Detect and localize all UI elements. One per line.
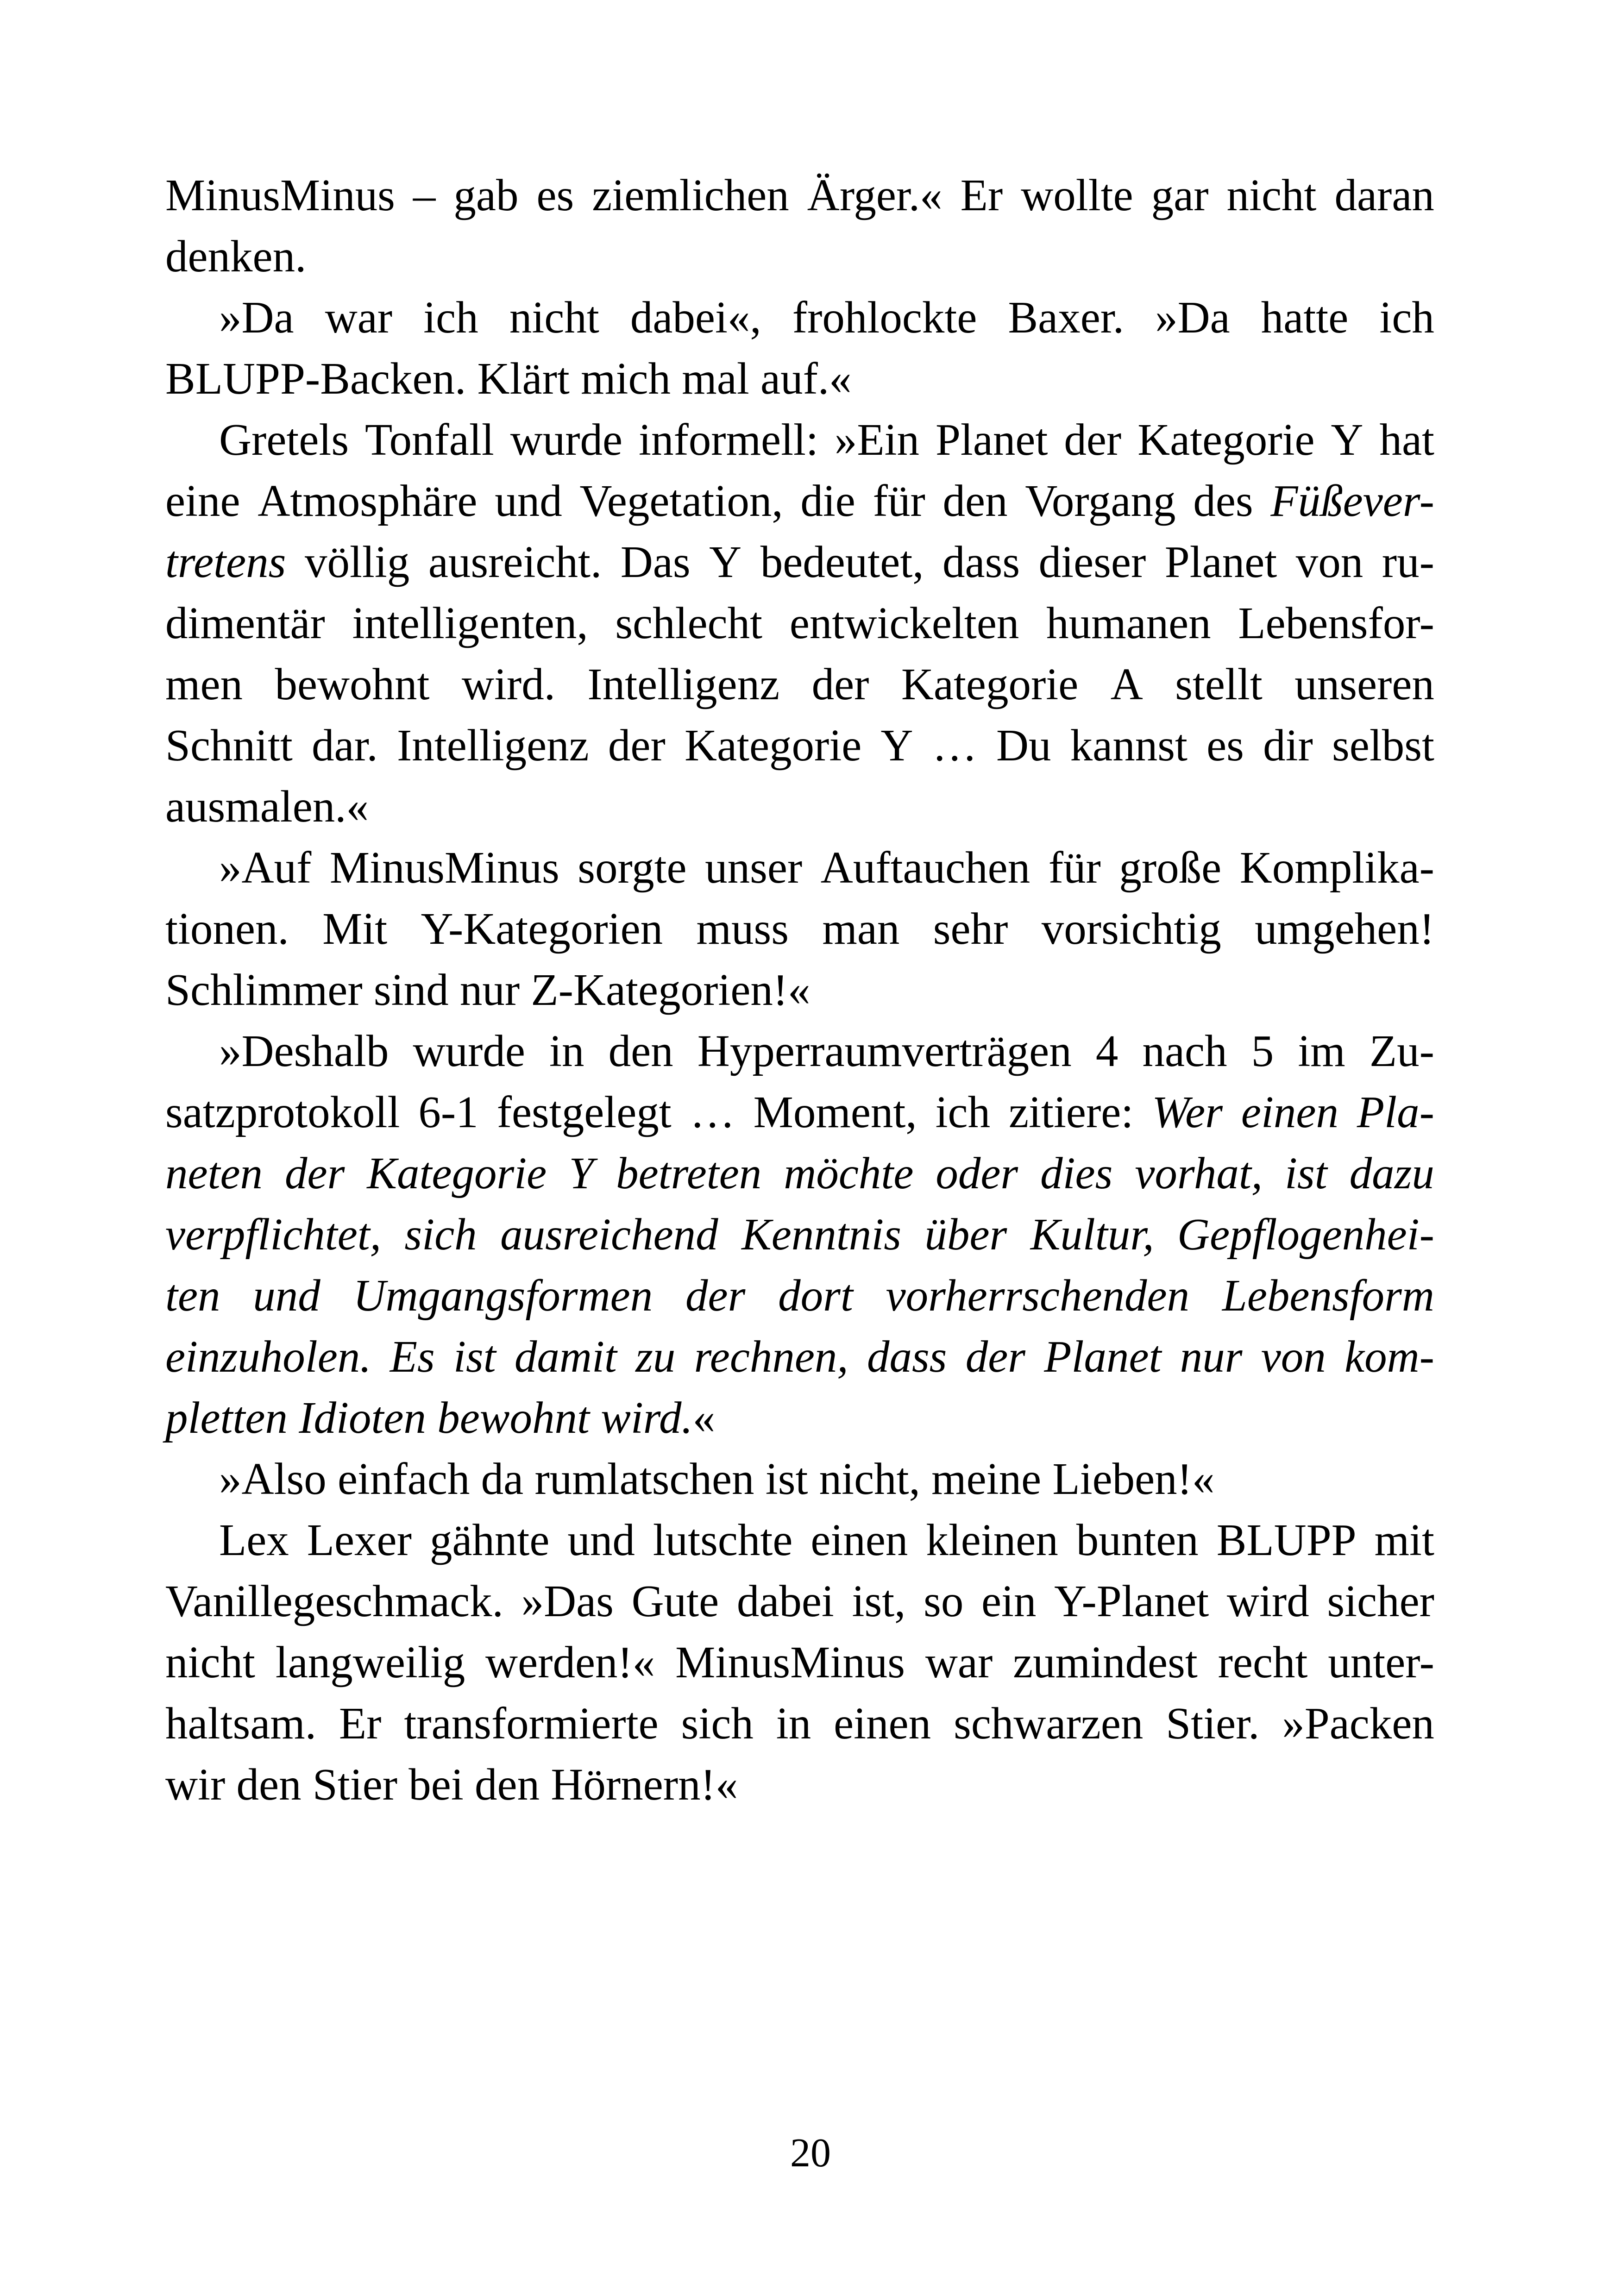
word: einen <box>1241 1087 1338 1137</box>
text-line <box>165 1754 1434 1815</box>
text-line <box>165 287 1434 348</box>
word: intelligenten, <box>352 598 588 648</box>
word: man <box>822 904 900 954</box>
text-line <box>165 1632 1434 1693</box>
word: bewohnt <box>275 659 430 709</box>
text-segment: BLUPP-Backen. Klärt mich mal auf.« <box>165 354 852 403</box>
word: vorhat, <box>1135 1148 1263 1198</box>
word: ich <box>1379 293 1434 342</box>
word: »Packen <box>1282 1699 1434 1748</box>
text-line <box>165 898 1434 960</box>
word: dimentär <box>165 598 325 648</box>
word: betreten <box>616 1148 762 1198</box>
word: den <box>942 476 1008 526</box>
word: einen <box>834 1699 931 1748</box>
word: zumindest <box>1013 1637 1198 1687</box>
word: kannst <box>1070 721 1187 770</box>
word: oder <box>936 1148 1018 1198</box>
word: tionen. <box>165 904 289 954</box>
word: sehr <box>933 904 1008 954</box>
word: und <box>567 1515 635 1565</box>
word: »Auf <box>219 843 312 892</box>
word: ausreicht. <box>428 537 602 587</box>
word: satzprotokoll <box>165 1087 400 1137</box>
word: bunten <box>1076 1515 1199 1565</box>
word: Y <box>709 537 742 587</box>
text-line <box>165 532 1434 593</box>
word: einen <box>810 1515 908 1565</box>
word: wird. <box>461 659 555 709</box>
text-line <box>165 654 1434 715</box>
word: »Das <box>521 1576 614 1626</box>
text-line <box>165 1082 1434 1143</box>
word: Y-Planet <box>1054 1576 1209 1626</box>
word: wird <box>1226 1576 1309 1626</box>
word: recht <box>1218 1637 1308 1687</box>
word: nicht <box>1226 170 1317 220</box>
word: ein <box>981 1576 1037 1626</box>
word: wurde <box>413 1026 525 1076</box>
word: Tonfall <box>365 415 494 464</box>
word: gähnte <box>429 1515 550 1565</box>
word: sich <box>404 1210 477 1259</box>
word: in <box>776 1699 811 1748</box>
word: der <box>965 1332 1025 1381</box>
word: Y <box>569 1148 594 1198</box>
word: im <box>1298 1026 1345 1076</box>
word: völlig <box>304 537 410 587</box>
word: … <box>932 721 977 770</box>
word: gar <box>1151 170 1209 220</box>
word: Füßever- <box>1270 476 1434 526</box>
word: Auftauchen <box>820 843 1030 892</box>
text-line <box>165 226 1434 287</box>
word: ausreichend <box>500 1210 718 1259</box>
text-segment: denken. <box>165 232 307 281</box>
word: Y <box>880 721 913 770</box>
word: »Da <box>219 293 294 342</box>
text-line <box>165 715 1434 776</box>
text-line <box>165 1265 1434 1326</box>
word: ich <box>423 293 478 342</box>
word: nicht <box>509 293 599 342</box>
word: von <box>1261 1332 1326 1381</box>
word: war <box>925 1637 993 1687</box>
word: nicht <box>165 1637 255 1687</box>
word: ru- <box>1382 537 1434 587</box>
word: in <box>549 1026 584 1076</box>
word: gab <box>453 170 519 220</box>
word: unser <box>705 843 803 892</box>
word: die <box>800 476 855 526</box>
word: haltsam. <box>165 1699 316 1748</box>
word: eine <box>165 476 240 526</box>
word: dort <box>778 1271 853 1320</box>
word: »Da <box>1155 293 1230 342</box>
word: werden!« <box>485 1637 655 1687</box>
word: Umgangsformen <box>353 1271 653 1320</box>
word: Kenntnis <box>741 1210 902 1259</box>
word: MinusMinus <box>675 1637 905 1687</box>
text-line <box>165 1021 1434 1082</box>
word: vorherrschenden <box>886 1271 1190 1320</box>
word: selbst <box>1332 721 1434 770</box>
text-line <box>165 1204 1434 1265</box>
word: Gute <box>631 1576 719 1626</box>
word: sorgte <box>578 843 687 892</box>
word: Stier. <box>1166 1699 1260 1748</box>
word: hat <box>1379 415 1434 464</box>
word: damit <box>514 1332 617 1381</box>
word: nur <box>1180 1332 1243 1381</box>
word: schlecht <box>615 598 763 648</box>
word: festgelegt <box>496 1087 672 1137</box>
word: Kategorie <box>901 659 1079 709</box>
word: muss <box>696 904 789 954</box>
text-line <box>165 1693 1434 1754</box>
word: sich <box>681 1699 754 1748</box>
word: Kultur, <box>1030 1210 1154 1259</box>
word: es <box>536 170 574 220</box>
word: Komplika- <box>1239 843 1434 892</box>
text-segment: « <box>692 1393 716 1443</box>
word: der <box>608 721 666 770</box>
word: Er <box>960 170 1003 220</box>
word: Moment, <box>753 1087 917 1137</box>
word: »Deshalb <box>219 1026 389 1076</box>
word: Vorgang <box>1025 476 1176 526</box>
word: der <box>1064 415 1122 464</box>
word: dies <box>1040 1148 1113 1198</box>
word: hatte <box>1261 293 1349 342</box>
word: langweilig <box>275 1637 465 1687</box>
word: dass <box>867 1332 947 1381</box>
word: Atmosphäre <box>258 476 478 526</box>
word: men <box>165 659 243 709</box>
text-segment: wir den Stier bei den Hörnern!« <box>165 1760 738 1809</box>
word: bedeutet, <box>760 537 924 587</box>
text-line <box>165 165 1434 226</box>
word: Wer <box>1152 1087 1223 1137</box>
word: Gepflogenhei- <box>1177 1210 1434 1259</box>
word: der <box>811 659 869 709</box>
text-segment: Schlimmer sind nur Z-Kategorien!« <box>165 965 810 1015</box>
word: Es <box>390 1332 435 1381</box>
word: Kategorie <box>1137 415 1315 464</box>
body-text <box>165 165 1434 1815</box>
word: Lex <box>219 1515 289 1565</box>
word: sicher <box>1327 1576 1434 1626</box>
word: Vanillegeschmack. <box>165 1576 503 1626</box>
word: 5 <box>1251 1026 1274 1076</box>
word: Pla- <box>1357 1087 1434 1137</box>
text-line <box>165 470 1434 532</box>
word: zu <box>635 1332 676 1381</box>
word: ziemlichen <box>592 170 789 220</box>
word: Ärger.« <box>807 170 942 220</box>
word: stellt <box>1175 659 1263 709</box>
text-line <box>165 1571 1434 1632</box>
word: Planet <box>1044 1332 1162 1381</box>
word: wurde <box>510 415 623 464</box>
word: für <box>1048 843 1101 892</box>
word: 6-1 <box>418 1087 478 1137</box>
text-line <box>165 409 1434 470</box>
word: Baxer. <box>1008 293 1124 342</box>
word: kleinen <box>926 1515 1058 1565</box>
word: den <box>608 1026 673 1076</box>
word: Mit <box>322 904 388 954</box>
word: lutschte <box>653 1515 793 1565</box>
word: zitiere: <box>1009 1087 1134 1137</box>
text-line <box>165 348 1434 409</box>
word: verpflichtet, <box>165 1210 381 1259</box>
word: MinusMinus <box>329 843 559 892</box>
text-line <box>165 960 1434 1021</box>
word: ist <box>1285 1148 1327 1198</box>
text-line <box>165 1143 1434 1204</box>
word: dazu <box>1349 1148 1434 1198</box>
word: Planet <box>935 415 1048 464</box>
word: es <box>1206 721 1244 770</box>
word: einzuholen. <box>165 1332 371 1381</box>
word: und <box>253 1271 320 1320</box>
word: über <box>924 1210 1007 1259</box>
word: Intelligenz <box>587 659 780 709</box>
text-line <box>165 593 1434 654</box>
word: Zu- <box>1369 1026 1434 1076</box>
word: 4 <box>1095 1026 1118 1076</box>
word: dieser <box>1038 537 1146 587</box>
word: humanen <box>1046 598 1211 648</box>
word: MinusMinus <box>165 170 395 220</box>
word: Y-Kategorien <box>421 904 663 954</box>
word: Kategorie <box>367 1148 547 1198</box>
word: Lebensfor- <box>1238 598 1434 648</box>
word: war <box>325 293 393 342</box>
word: Intelligenz <box>396 721 589 770</box>
word: umgehen! <box>1255 904 1434 954</box>
text-line <box>165 776 1434 837</box>
word: dir <box>1263 721 1313 770</box>
page-number: 20 <box>790 2131 831 2176</box>
italic-text: pletten Idioten bewohnt wird. <box>165 1393 693 1443</box>
word: Y <box>1331 415 1363 464</box>
word: frohlockte <box>792 293 977 342</box>
word: dabei <box>736 1576 834 1626</box>
text-segment: ausmalen.« <box>165 782 369 831</box>
word: Vegetation, <box>579 476 783 526</box>
word: Kategorie <box>684 721 862 770</box>
word: nach <box>1142 1026 1227 1076</box>
text-segment: »Also einfach da rumlatschen ist nicht, meine Lieben!« <box>219 1454 1215 1504</box>
text-line <box>165 1449 1434 1510</box>
word: Lebensform <box>1222 1271 1434 1320</box>
word: ist, <box>852 1576 906 1626</box>
word: daran <box>1334 170 1434 220</box>
word: neten <box>165 1148 263 1198</box>
word: … <box>690 1087 735 1137</box>
word: rechnen, <box>694 1332 848 1381</box>
word: dass <box>942 537 1020 587</box>
word: große <box>1119 843 1222 892</box>
word: ten <box>165 1271 220 1320</box>
word: möchte <box>784 1148 914 1198</box>
word: wollte <box>1021 170 1133 220</box>
word: von <box>1295 537 1363 587</box>
word: unseren <box>1294 659 1434 709</box>
word: dabei«, <box>630 293 761 342</box>
word: »Ein <box>834 415 920 464</box>
word: A <box>1110 659 1143 709</box>
word: Lexer <box>307 1515 412 1565</box>
word: Planet <box>1164 537 1277 587</box>
word: mit <box>1374 1515 1434 1565</box>
word: unter- <box>1328 1637 1434 1687</box>
word: der <box>685 1271 746 1320</box>
word: Gretels <box>219 415 349 464</box>
word: und <box>495 476 562 526</box>
text-line <box>165 1326 1434 1387</box>
text-line <box>165 1510 1434 1571</box>
word: so <box>924 1576 964 1626</box>
text-line <box>165 1387 1434 1449</box>
word: Schnitt <box>165 721 293 770</box>
word: tretens <box>165 537 286 587</box>
word: entwickelten <box>789 598 1019 648</box>
word: der <box>285 1148 345 1198</box>
word: informell: <box>639 415 818 464</box>
word: – <box>413 170 436 220</box>
word: Das <box>620 537 691 587</box>
word: BLUPP <box>1216 1515 1357 1565</box>
word: vorsichtig <box>1041 904 1221 954</box>
text-line <box>165 837 1434 898</box>
word: schwarzen <box>954 1699 1143 1748</box>
word: Er <box>339 1699 382 1748</box>
word: dar. <box>312 721 378 770</box>
word: Hyperraumverträgen <box>697 1026 1072 1076</box>
word: ist <box>453 1332 496 1381</box>
word: des <box>1193 476 1253 526</box>
word: transformierte <box>404 1699 659 1748</box>
word: für <box>873 476 925 526</box>
word: kom- <box>1345 1332 1434 1381</box>
word: Du <box>996 721 1051 770</box>
word: ich <box>935 1087 991 1137</box>
